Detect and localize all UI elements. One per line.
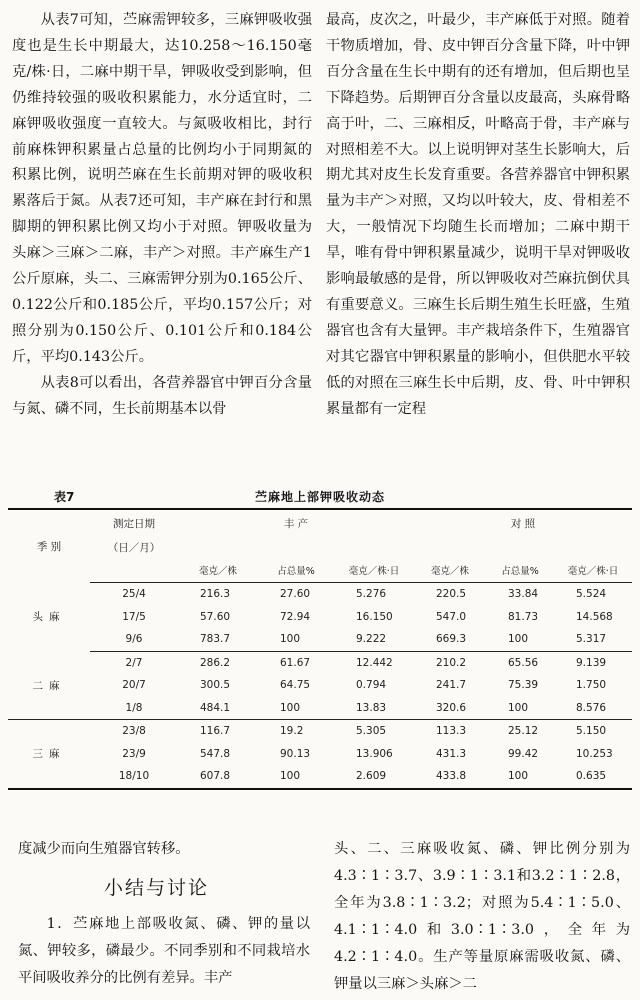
table-cell: 547.8 bbox=[200, 747, 231, 760]
season-header: 季 别 bbox=[8, 509, 90, 583]
table-cell: 5.305 bbox=[356, 725, 387, 738]
paragraph: 1．苎麻地上部吸收氮、磷、钾的量以氮、钾较多，磷最少。不同季别和不同栽培水平间吸收养分的比例有差异。丰产 bbox=[18, 916, 310, 986]
table-cell: 20/7 bbox=[122, 679, 146, 692]
table-7 bbox=[8, 486, 632, 790]
table-cell: 113.3 bbox=[436, 725, 467, 738]
table-cell: 72.94 bbox=[280, 610, 311, 623]
table-cell: 10.253 bbox=[576, 747, 613, 760]
table-cell: 100 bbox=[258, 697, 334, 720]
column-header: 毫克／株 bbox=[178, 558, 258, 583]
table-cell: 100 bbox=[508, 770, 529, 783]
table-cell: 1.750 bbox=[576, 679, 607, 692]
table-cell: 9/6 bbox=[90, 628, 178, 651]
paragraph: 从表8可以看出，各营养器官中钾百分含量与氮、磷不同，生长前期基本以骨 bbox=[12, 374, 312, 417]
table-cell: 320.6 bbox=[414, 697, 486, 720]
table-row bbox=[8, 743, 632, 766]
table-cell: 61.67 bbox=[280, 656, 311, 669]
section-heading: 小结与讨论 bbox=[104, 877, 210, 899]
table-cell: 210.2 bbox=[436, 656, 467, 669]
table-cell: 8.576 bbox=[554, 697, 632, 720]
date-unit-header: （日／月） bbox=[107, 541, 161, 554]
table-cell: 431.3 bbox=[436, 747, 467, 760]
paragraph: 头、二、三麻吸收氮、磷、钾比例分别为4.3∶1∶3.7、3.9∶1∶3.1和3.2∶1∶2.8，全年为3.8∶1∶3.2；对照为5.4∶1∶5.0、4.1∶1∶4.0和3.0∶1∶3.0，全年为4.2∶1∶4.0。生产等量原麻需吸收氮、磷、钾量以三麻＞头麻＞二 bbox=[334, 841, 630, 992]
table-cell: 27.60 bbox=[280, 588, 311, 601]
table-title: 苎麻地上部钾吸收动态 bbox=[254, 490, 385, 504]
continuation-text: 度减少而向生殖器官转移。 bbox=[18, 841, 190, 857]
table-cell: 64.75 bbox=[280, 679, 311, 692]
table-cell: 2/7 bbox=[125, 656, 143, 669]
table-cell: 100 bbox=[280, 770, 301, 783]
right-text-column bbox=[326, 8, 630, 423]
table-cell: 241.7 bbox=[436, 679, 467, 692]
table-cell: 99.42 bbox=[508, 747, 539, 760]
column-header: 毫克／株·日 bbox=[554, 558, 632, 583]
table-cell: 300.5 bbox=[200, 679, 231, 692]
bottom-right-column bbox=[334, 836, 630, 998]
table-cell: 9.222 bbox=[334, 628, 414, 651]
table-cell: 90.13 bbox=[280, 747, 311, 760]
column-header: 占总量% bbox=[486, 558, 554, 583]
season-cell: 二麻 bbox=[8, 651, 90, 720]
table-cell: 2.609 bbox=[356, 770, 387, 783]
table-cell: 9.139 bbox=[576, 656, 607, 669]
column-header: 占总量% bbox=[258, 558, 334, 583]
table-row bbox=[8, 720, 632, 743]
table-cell: 23/8 bbox=[122, 725, 146, 738]
table-cell: 81.73 bbox=[508, 610, 539, 623]
table-cell: 16.150 bbox=[356, 610, 393, 623]
table-cell: 5.276 bbox=[356, 588, 387, 601]
table-cell: 484.1 bbox=[178, 697, 258, 720]
table-caption bbox=[8, 486, 632, 508]
season-cell: 三麻 bbox=[8, 720, 90, 789]
table-cell: 216.3 bbox=[200, 588, 231, 601]
table-cell: 33.84 bbox=[508, 588, 539, 601]
table-cell: 433.8 bbox=[436, 770, 467, 783]
column-header: 毫克／株 bbox=[414, 558, 486, 583]
paragraph: 从表7可知，苎麻需钾较多，三麻钾吸收强度也是生长中期最大，达10.258～16.150毫克/株·日，二麻中期干旱，钾吸收受到影响，但仍维持较强的吸收积累能力，水分适宜时，二麻钾吸收强度一直较大。与氮吸收相比，封行前麻株钾积累量占总量的比例均小于同期氮的积累比例，说明苎麻在生长前期对钾的吸收积累落后于氮。从表7还可知，丰产麻在封行和黑脚期的钾积累比例又均小于对照。钾吸收量为头麻＞三麻＞二麻，丰产＞对照。丰产麻生产1公斤原麻，头二、三麻需钾分别为0.165公斤、0.122公斤和0.185公斤，平均0.157公斤；对照分别为0.150公斤、0.101公斤和0.184公斤，平均0.143公斤。 bbox=[12, 12, 312, 365]
table-label: 表7 bbox=[54, 490, 75, 504]
table-cell: 13.83 bbox=[334, 697, 414, 720]
table-cell: 286.2 bbox=[200, 656, 231, 669]
table-cell: 25/4 bbox=[122, 588, 146, 601]
table-cell: 5.317 bbox=[554, 628, 632, 651]
table-row bbox=[8, 583, 632, 606]
table-row bbox=[8, 674, 632, 697]
table-row bbox=[8, 765, 632, 789]
table-cell: 23/9 bbox=[122, 747, 146, 760]
table-cell: 607.8 bbox=[200, 770, 231, 783]
date-header: 测定日期 bbox=[90, 509, 178, 536]
table-row bbox=[8, 606, 632, 629]
table-cell: 12.442 bbox=[356, 656, 393, 669]
table-cell: 17/5 bbox=[122, 610, 146, 623]
table-cell: 5.150 bbox=[576, 725, 607, 738]
table-cell: 669.3 bbox=[414, 628, 486, 651]
table-cell: 75.39 bbox=[508, 679, 539, 692]
table-cell: 547.0 bbox=[436, 610, 467, 623]
table-cell: 220.5 bbox=[436, 588, 467, 601]
table-cell: 783.7 bbox=[178, 628, 258, 651]
table-cell: 0.794 bbox=[356, 679, 387, 692]
control-group-header: 对 照 bbox=[414, 509, 632, 536]
table-cell: 25.12 bbox=[508, 725, 539, 738]
table-cell: 65.56 bbox=[508, 656, 539, 669]
high-yield-group-header: 丰 产 bbox=[178, 509, 414, 536]
table-row bbox=[8, 697, 632, 720]
column-header: 毫克／株·日 bbox=[334, 558, 414, 583]
table-cell: 18/10 bbox=[118, 770, 150, 783]
table-cell: 116.7 bbox=[200, 725, 231, 738]
table-cell: 0.635 bbox=[576, 770, 607, 783]
table-cell: 57.60 bbox=[200, 610, 231, 623]
table-cell: 1/8 bbox=[90, 697, 178, 720]
table-cell: 100 bbox=[258, 628, 334, 651]
table-cell: 14.568 bbox=[576, 610, 613, 623]
season-cell: 头麻 bbox=[32, 611, 66, 624]
table-row bbox=[8, 628, 632, 651]
left-text-column bbox=[12, 8, 312, 423]
table-cell: 13.906 bbox=[356, 747, 393, 760]
table-cell: 5.524 bbox=[576, 588, 607, 601]
bottom-left-column bbox=[18, 836, 310, 992]
potassium-uptake-table bbox=[8, 508, 632, 790]
table-cell: 100 bbox=[486, 697, 554, 720]
paragraph: 最高，皮次之，叶最少，丰产麻低于对照。随着干物质增加，骨、皮中钾百分含量下降，叶中钾百分含量在生长中期有的还有增加，但后期也呈下降趋势。后期钾百分含量以皮最高，头麻骨略高于叶，二、三麻相反，叶略高于骨，丰产麻与对照相差不大。以上说明钾对茎生长影响大，后期尤其对皮生长发育重要。各营养器官中钾积累量为丰产＞对照，又均以叶较大，皮、骨相差不大，一般情况下均随生长而增加；二麻中期干旱，唯有骨中钾积累量减少，说明干旱对钾吸收影响最敏感的是骨，所以钾吸收对苎麻抗倒伏具有重要意义。三麻生长后期生殖生长旺盛，生殖器官也含有大量钾。丰产栽培条件下，生殖器官对其它器官中钾积累量的影响小，但供肥水平较低的对照在三麻生长中后期，皮、骨、叶中钾积累量都有一定程 bbox=[326, 12, 630, 417]
table-cell: 19.2 bbox=[280, 725, 304, 738]
table-cell: 100 bbox=[486, 628, 554, 651]
table-row bbox=[8, 651, 632, 674]
